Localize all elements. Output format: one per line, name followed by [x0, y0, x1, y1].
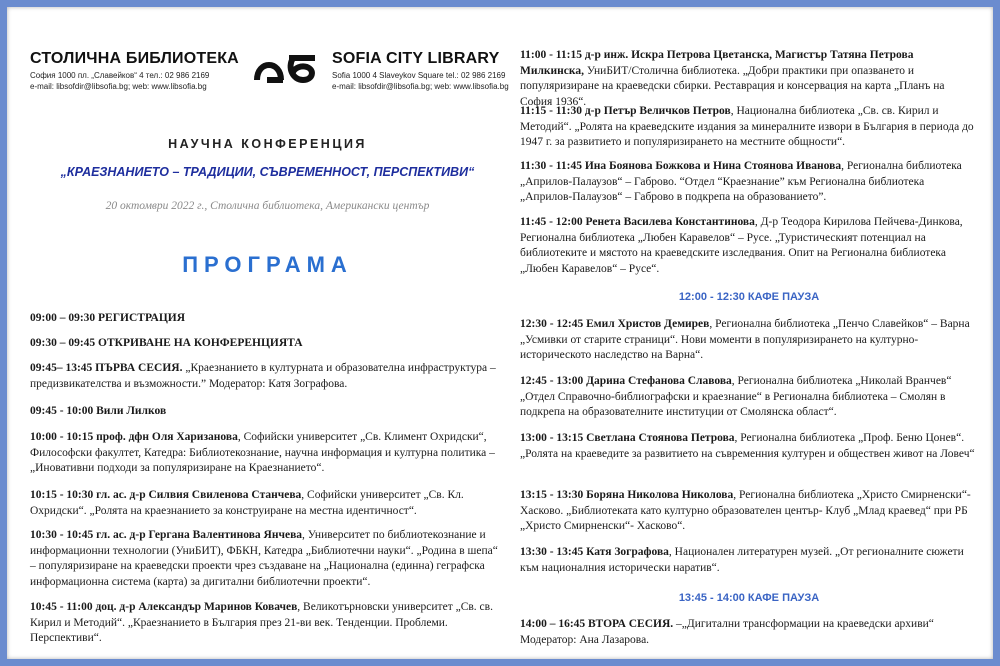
program-title: ПРОГРАМА — [182, 252, 353, 277]
contact-bg: e-mail: libsofdir@libsofia.bg; web: www.libsofia.bg — [30, 82, 207, 91]
program-item: 10:15 - 10:30 гл. ас. д-р Силвия Свиленова Станчева, Софийски университет „Св. Кл. Охридски“. „Ролята на краезнанието за конструиране на местна идентичност“. — [30, 489, 464, 517]
program-item: 11:30 - 11:45 Ина Боянова Божкова и Нина Стоянова Иванова, Регионална библиотека „Априлов-Палаузов“ – Габрово. “Отдел “Краезнание” към Регионална библиотека „Априлов-Палаузов“ – Габрово в подкрепа на образованието”. — [520, 160, 962, 203]
program-item: 11:15 - 11:30 д-р Петър Величков Петров, Национална библиотека „Св. св. Кирил и Методий“. „Ролята на краеведските издания за минералните извори в България в периода до 1947 г. за развитието и популяризирането на местните общности“. — [520, 105, 974, 148]
program-item: 13:00 - 13:15 Светлана Стоянова Петрова, Регионална библиотека „Проф. Беню Цонев“. „Ролята на краеведите за развитието на съвременния културен и обществен живот на Ловеч“ — [520, 432, 975, 460]
brand-en: SOFIA CITY LIBRARY — [332, 50, 500, 67]
program-item: 10:00 - 10:15 проф. дфн Оля Харизанова, Софийски университет „Св. Климент Охридски“, Философски факултет, Катедра: Библиотекознание, научна информация и културна политика – „Иновативни подходи за популяризиране на Краезнанието“. — [30, 431, 495, 474]
library-logo-icon — [253, 50, 319, 86]
coffee-break: 13:45 - 14:00 КАФЕ ПАУЗА — [678, 592, 820, 604]
program-item: 13:30 - 13:45 Катя Зографова, Национален литературен музей. „От регионалните сюжети към националния исторически наратив“. — [520, 546, 964, 574]
conference-theme: „КРАЕЗНАНИЕТО – ТРАДИЦИИ, СЪВРЕМЕННОСТ, ПЕРСПЕКТИВИ“ — [60, 165, 475, 179]
program-item: 11:45 - 12:00 Ренета Василева Константинова, Д-р Теодора Кирилова Пейчева-Динкова, Регионална библиотека „Любен Каравелов“ – Русе. „Туристическият потенциал на библиотеките и мястото на краеведските изследвания. Опит на Регионална библиотека „Любен Каравелов“ – Русе“. — [520, 216, 963, 275]
conference-label: НАУЧНА КОНФЕРЕНЦИЯ — [168, 137, 367, 151]
program-item: 10:45 - 11:00 доц. д-р Александър Маринов Ковачев, Великотърновски университет „Св. св. Кирил и Методий“. „Краезнанието в България през 21-ви век. Тенденции. Проблеми. Перспективи“. — [30, 601, 493, 644]
library-header — [30, 50, 508, 100]
program-item: 09:00 – 09:30 РЕГИСТРАЦИЯ — [30, 312, 186, 324]
program-item: 09:45– 13:45 ПЪРВА СЕСИЯ. „Краезнанието в културната и образователна инфраструктура – предизвикателства и възможности.” Модератор: Катя Зографова. — [30, 362, 496, 390]
program-item: 12:30 - 12:45 Емил Христов Демирев, Регионална библиотека „Пенчо Славейков“ – Варна „Усмивки от старите страници“. Нови моменти в популяризирането на културно-историческото наследство на Варна“. — [520, 318, 970, 361]
address-bg: София 1000 пл. „Славейков“ 4 тел.: 02 986 2169 — [30, 71, 210, 80]
program-item: 09:45 - 10:00 Вили Лилков — [30, 405, 167, 417]
coffee-break: 12:00 - 12:30 КАФЕ ПАУЗА — [678, 291, 820, 303]
address-en: Sofia 1000 4 Slaveykov Square tel.: 02 986 2169 — [332, 71, 506, 80]
program-item: 14:00 – 16:45 ВТОРА СЕСИЯ. –„Дигитални трансформации на краеведски архиви“ Модератор: Ана Лазарова. — [520, 618, 934, 646]
brand-bg: СТОЛИЧНА БИБЛИОТЕКА — [30, 50, 239, 67]
program-item: 11:00 - 11:15 д-р инж. Искра Петрова Цветанска, Магистър Татяна Петрова Милкинска, УниБИТ/Столична библиотека. „Добри практики при опазването и популяризиране на краеведски сбирки. Реставрация и консервация на карта „Планъ на София 1936“. — [520, 49, 945, 108]
date-place: 20 октомври 2022 г., Столична библиотека, Американски център — [105, 200, 430, 212]
program-item: 13:15 - 13:30 Боряна Николова Николова, Регионална библиотека „Христо Смирненски“- Хасково. „Библиотеката като културно образователен център- Клуб „Млад краевед“ при РБ „Христо Смирненски“- Хасково“. — [520, 489, 971, 532]
program-item: 09:30 – 09:45 ОТКРИВАНЕ НА КОНФЕРЕНЦИЯТА — [30, 337, 303, 349]
program-item: 12:45 - 13:00 Дарина Стефанова Славова, Регионална библиотека „Николай Вранчев“ „Отдел Справочно-библиографски и краезнание“ в Регионална библиотека – Смолян в подкрепа на образователните институции от Смолянска област“. — [520, 375, 952, 418]
program-item: 10:30 - 10:45 гл. ас. д-р Гергана Валентинова Янчева, Университет по библиотекознание и информационни технологии (УниБИТ), ФБКН, Катедра „Библиотечни науки“. „Родина в шепа“ – популяризиране на краеведски проекти чрез създаване на „Национална (единна) геграфска информационна система (карта) за дигитални библиотечни проекти“. — [30, 529, 498, 588]
contact-en: e-mail: libsofdir@libsofia.bg; web: www.libsofia.bg — [332, 82, 509, 91]
